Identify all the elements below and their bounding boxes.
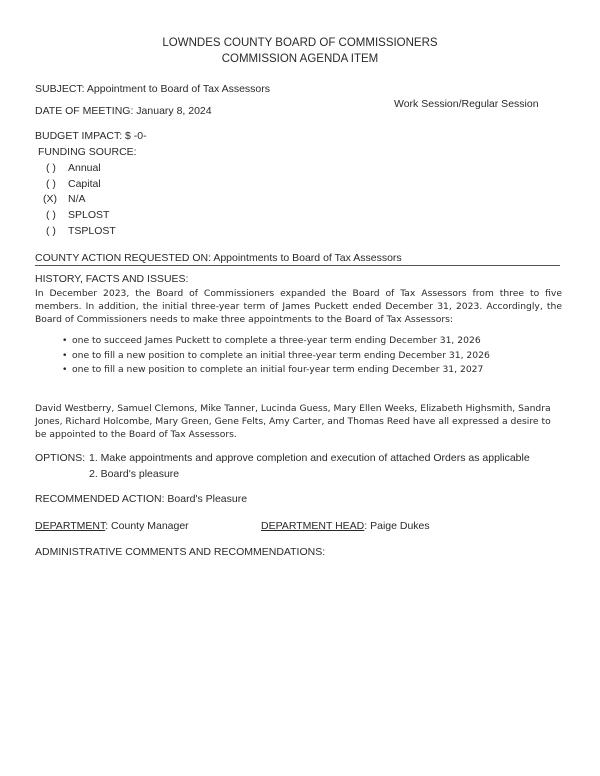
department-label: DEPARTMENT (35, 520, 106, 532)
bullet-icon: • (62, 335, 68, 346)
department-head-label: DEPARTMENT HEAD (261, 520, 365, 532)
department-value: : County Manager (105, 520, 189, 532)
candidates-paragraph: David Westberry, Samuel Clemons, Mike Tanner, Lucinda Guess, Mary Ellen Weeks, Elizabeth Highsmith, Sandra Jones, Richard Holcombe, Mary Green, Gene Felts, Amy Carter, and Thomas Reed have all expressed a desire to be appointed to the Board of Tax Assessors. (35, 403, 551, 440)
header-line-2: COMMISSION AGENDA ITEM (221, 53, 379, 65)
checkbox-mark: ( ) (46, 178, 56, 190)
funding-option-tsplost: ( ) TSPLOST (46, 225, 116, 237)
county-action-requested: COUNTY ACTION REQUESTED ON: Appointments to Board of Tax Assessors (35, 252, 402, 264)
option-1: 1. Make appointments and approve completion and execution of attached Orders as applicable (89, 452, 530, 464)
section-divider (35, 265, 560, 266)
checkbox-mark: ( ) (46, 209, 56, 221)
date-of-meeting: DATE OF MEETING: January 8, 2024 (35, 105, 212, 117)
funding-option-capital: ( ) Capital (46, 178, 101, 190)
header-line-1: LOWNDES COUNTY BOARD OF COMMISSIONERS (162, 37, 438, 49)
options-label: OPTIONS: (35, 452, 86, 464)
funding-option-annual: ( ) Annual (46, 162, 101, 174)
history-paragraph: In December 2023, the Board of Commissioners expanded the Board of Tax Assessors from three to five members. In addition, the initial three-year term of James Puckett ended December 31, 2023. Accordingly, the Board of Commissioners needs to make three appointments to the Board of Tax Assessors: (35, 288, 562, 325)
list-item: • one to fill a new position to complete an initial three-year term ending December 31, 2026 (62, 349, 490, 364)
funding-option-na: (X) N/A (43, 193, 86, 205)
history-heading: HISTORY, FACTS AND ISSUES: (35, 273, 189, 285)
checkbox-mark-checked: (X) (43, 193, 57, 205)
department-head (261, 520, 430, 532)
list-item: • one to fill a new position to complete an initial four-year term ending December 31, 2027 (62, 363, 490, 378)
option-2: 2. Board's pleasure (89, 468, 180, 480)
department (35, 520, 189, 532)
checkbox-mark: ( ) (46, 162, 56, 174)
list-item: • one to succeed James Puckett to complete a three-year term ending December 31, 2026 (62, 334, 490, 349)
session-type: Work Session/Regular Session (394, 98, 539, 110)
checkbox-mark: ( ) (46, 225, 56, 237)
bullet-icon: • (62, 364, 68, 375)
administrative-comments: ADMINISTRATIVE COMMENTS AND RECOMMENDATIONS: (35, 546, 326, 558)
budget-impact: BUDGET IMPACT: $ -0- (35, 130, 147, 142)
funding-source-label: FUNDING SOURCE: (38, 146, 137, 158)
bullet-icon: • (62, 349, 68, 361)
funding-option-splost: ( ) SPLOST (46, 209, 110, 221)
subject: SUBJECT: Appointment to Board of Tax Assessors (35, 83, 271, 95)
recommended-action: RECOMMENDED ACTION: Board's Pleasure (35, 493, 248, 505)
department-head-value: : Paige Dukes (364, 520, 430, 532)
appointments-list (62, 334, 490, 378)
